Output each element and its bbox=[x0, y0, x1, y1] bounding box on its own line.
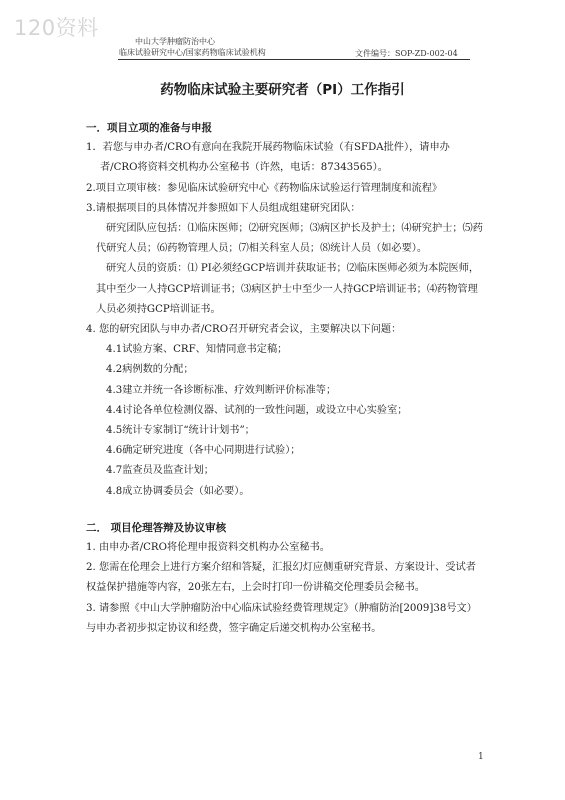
section1-heading: 一．项目立项的准备与申报 bbox=[86, 122, 212, 134]
sub-item: 4.5统计专家制订“统计计划书”； bbox=[106, 425, 255, 437]
section2-heading: 二． 项目伦理答辩及协议审核 bbox=[86, 521, 227, 534]
section2-item1: 1. 由申办者/CRO将伦理申报资料交机构办公室秘书。 bbox=[86, 542, 330, 554]
sub-item: 4.1试验方案、CRF、知情同意书定稿； bbox=[106, 344, 288, 356]
header-divider bbox=[118, 59, 470, 60]
team-composition: 研究团队应包括：⑴临床医师；⑵研究医师；⑶病区护长及护士；⑷研究护士；⑸药代研究人员；⑹药物管理人员；⑺相关科室人员；⑻统计人员（如必要）。 bbox=[96, 223, 483, 255]
header-org-line2: 临床试验研究中心/国家药物临床试验机构 bbox=[119, 48, 266, 57]
section1-item3: 3.请根据项目的具体情况并参照如下人员组成组建研究团队： bbox=[86, 202, 361, 214]
sub-item: 4.6确定研究进度（各中心同期进行试验）； bbox=[106, 445, 301, 457]
sub-item: 4.2病例数的分配； bbox=[106, 364, 194, 376]
staff-qualifications: 研究人员的资质：⑴ PI必须经GCP培训并获取证书；⑵临床医师必须为本院医师，其中至少一人持GCP培训证书；⑶病区护士中至少一人持GCP培训证书；⑷药物管理人员必须持GCP培训证书。 bbox=[96, 263, 480, 315]
watermark: 120资料 bbox=[14, 16, 99, 40]
section1-item1: 1．若您与申办者/CRO有意向在我院开展药物临床试验（有SFDA批件），请申办者/CRO将资料交机构办公室秘书（许然，电话：87343565）。 bbox=[86, 142, 450, 174]
sub-item: 4.3建立并统一各诊断标准、疗效判断评价标准等； bbox=[106, 384, 337, 396]
document-body bbox=[86, 118, 486, 639]
sub-item: 4.7监查员及监查计划； bbox=[106, 465, 214, 477]
document-title: 药物临床试验主要研究者（PI）工作指引 bbox=[160, 82, 405, 98]
section2-item3: 3. 请参照《中山大学肿瘤防治中心临床试验经费管理规定》（肿瘤防治[2009]38号文）与申办者初步拟定协议和经费，签字确定后递交机构办公室秘书。 bbox=[86, 602, 477, 634]
header-org bbox=[119, 36, 266, 58]
section1-item2: 2.项目立项审核：参见临床试验研究中心《药物临床试验运行管理制度和流程》 bbox=[86, 182, 443, 194]
sub-item: 4.8成立协调委员会（如必要）。 bbox=[106, 485, 250, 497]
header-doc-number: 文件编号：SOP-ZD-002-04 bbox=[355, 49, 458, 58]
header-org-line1: 中山大学肿瘤防治中心 bbox=[135, 37, 215, 46]
sub-item: 4.4讨论各单位检测仪器、试剂的一致性问题，或设立中心实验室； bbox=[106, 404, 408, 416]
page-number: 1 bbox=[478, 752, 484, 762]
section1-item4: 4. 您的研究团队与申办者/CRO召开研究者会议，主要解决以下问题： bbox=[86, 324, 402, 336]
section2-item2: 2. 您需在伦理会上进行方案介绍和答疑，汇报幻灯应侧重研究背景、方案设计、受试者权益保护措施等内容，20张左右，上会时打印一份讲稿交伦理委员会秘书。 bbox=[86, 562, 476, 594]
